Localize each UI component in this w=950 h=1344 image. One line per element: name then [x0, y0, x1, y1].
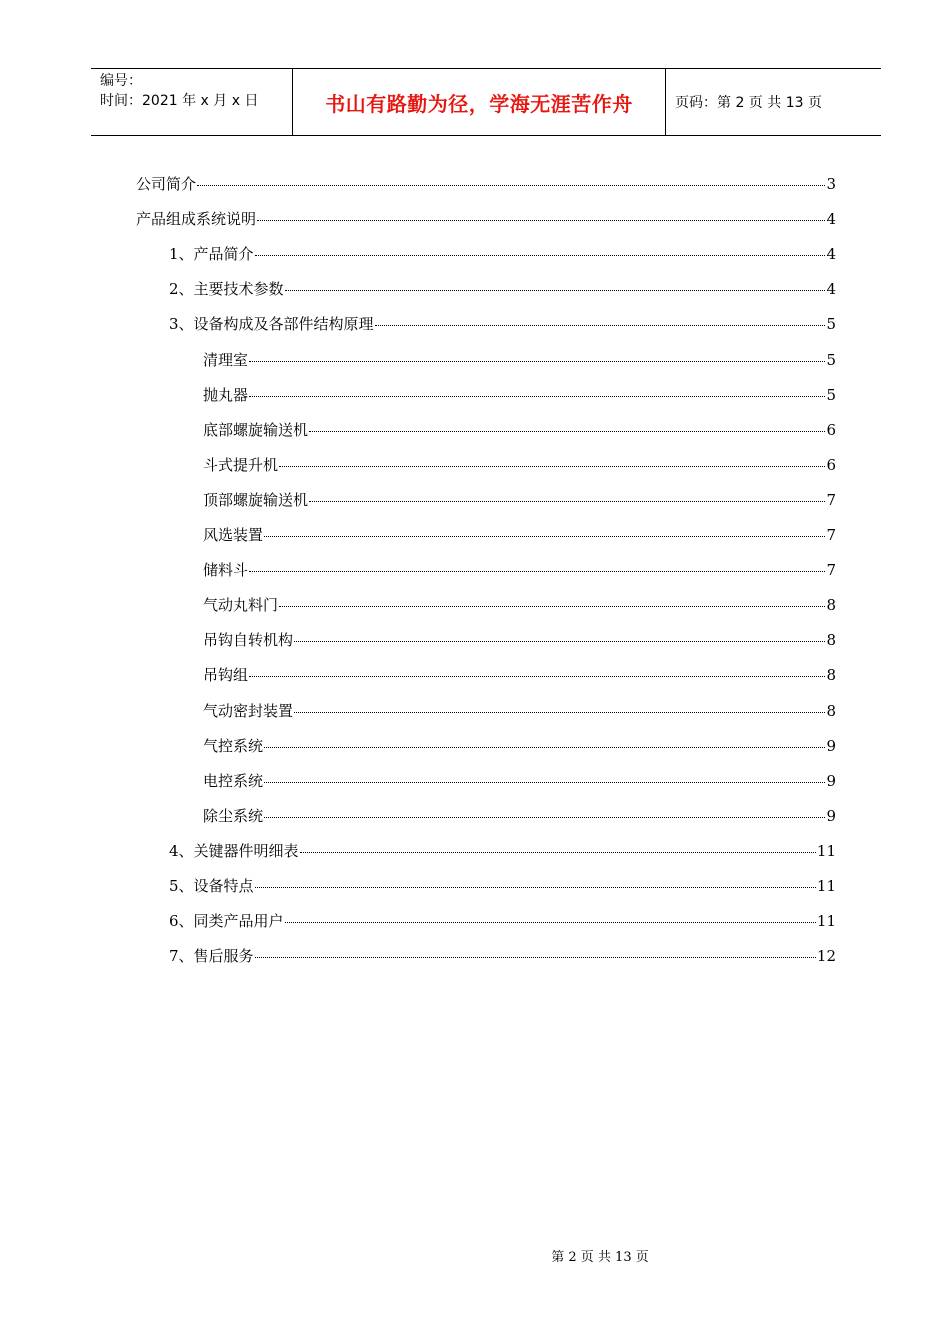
- toc-entry-label: 气控系统: [203, 736, 264, 755]
- document-number-label: 编号：: [100, 73, 142, 89]
- toc-entry-page: 5: [826, 315, 836, 334]
- header-motto: 书山有路勤为径，学海无涯苦作舟: [325, 91, 633, 116]
- toc-entry-label: 产品组成系统说明: [136, 210, 257, 229]
- toc-entry[interactable]: [169, 945, 836, 980]
- toc-entry-page: 5: [826, 350, 836, 369]
- toc-entry[interactable]: [203, 384, 836, 419]
- toc-entry-label: 清理室: [203, 350, 249, 369]
- toc-entry-label: 气动丸料门: [203, 596, 279, 615]
- toc-entry-label: 风选装置: [203, 526, 264, 544]
- header-table: [91, 68, 881, 136]
- toc-entry[interactable]: [203, 594, 836, 629]
- toc-entry-label: 6、同类产品用户: [169, 912, 284, 931]
- toc-entry-page: 8: [826, 701, 836, 720]
- toc-dot-leader: [197, 185, 825, 186]
- toc-entry[interactable]: [136, 208, 836, 243]
- toc-entry[interactable]: [169, 875, 836, 910]
- toc-dot-leader: [300, 852, 816, 853]
- toc-dot-leader: [257, 220, 825, 221]
- toc-dot-leader: [264, 782, 825, 783]
- toc-entry[interactable]: [203, 419, 836, 454]
- toc-dot-leader: [375, 325, 826, 326]
- toc-dot-leader: [249, 396, 825, 397]
- toc-dot-leader: [279, 606, 825, 607]
- toc-dot-leader: [294, 641, 825, 642]
- toc-entry[interactable]: [203, 735, 836, 770]
- toc-dot-leader: [279, 466, 825, 467]
- toc-entry-label: 3、设备构成及各部件结构原理: [169, 315, 374, 334]
- toc-entry-label: 公司简介: [136, 175, 197, 193]
- toc-entry-page: 6: [826, 420, 836, 439]
- toc-dot-leader: [309, 501, 825, 502]
- toc-entry-page: 11: [816, 877, 836, 895]
- toc-entry[interactable]: [203, 454, 836, 489]
- toc-entry-page: 8: [826, 596, 836, 615]
- toc-entry-label: 底部螺旋输送机: [203, 420, 309, 439]
- toc-entry-page: 9: [826, 771, 836, 790]
- toc-entry-label: 电控系统: [203, 771, 264, 790]
- toc-dot-leader: [264, 536, 825, 537]
- toc-dot-leader: [264, 747, 825, 748]
- toc-entry-label: 吊钩自转机构: [203, 631, 294, 650]
- toc-entry-page: 4: [826, 210, 836, 229]
- toc-dot-leader: [285, 290, 826, 291]
- toc-entry-page: 4: [826, 245, 836, 264]
- toc-entry-page: 11: [816, 912, 836, 931]
- toc-entry-page: 8: [826, 666, 836, 685]
- toc-entry[interactable]: [169, 840, 836, 875]
- toc-entry-page: 8: [826, 631, 836, 650]
- toc-entry[interactable]: [203, 349, 836, 384]
- toc-entry-label: 1、产品简介: [169, 245, 254, 264]
- toc-entry-label: 抛丸器: [203, 385, 249, 404]
- toc-entry-page: 6: [826, 455, 836, 474]
- toc-entry[interactable]: [203, 629, 836, 664]
- toc-entry[interactable]: [169, 910, 836, 945]
- toc-dot-leader: [249, 676, 825, 677]
- document-time-label: 时间：2021 年 x 月 x 日: [100, 93, 259, 109]
- header-page-code: 页码：第 2 页 共 13 页: [675, 95, 822, 111]
- toc-entry[interactable]: [203, 524, 836, 559]
- toc-entry-page: 7: [826, 490, 836, 509]
- toc-entry-page: 7: [826, 526, 836, 544]
- toc-entry-label: 5、设备特点: [169, 877, 254, 895]
- toc-entry-label: 除尘系统: [203, 806, 264, 825]
- toc-entry-label: 4、关键器件明细表: [169, 841, 299, 860]
- toc-entry[interactable]: [203, 805, 836, 840]
- toc-entry[interactable]: [203, 489, 836, 524]
- toc-entry-label: 吊钩组: [203, 666, 249, 685]
- toc-dot-leader: [309, 431, 825, 432]
- toc-entry-label: 储料斗: [203, 561, 249, 580]
- toc-entry-page: 4: [826, 280, 836, 299]
- toc-entry-label: 斗式提升机: [203, 455, 279, 474]
- toc-entry-label: 7、售后服务: [169, 947, 254, 966]
- toc-entry-page: 12: [816, 947, 836, 966]
- footer-page-number: 第 2 页 共 13 页: [551, 1250, 649, 1265]
- toc-entry-page: 9: [826, 736, 836, 755]
- toc-entry-page: 3: [826, 175, 836, 193]
- toc-entry-label: 顶部螺旋输送机: [203, 490, 309, 509]
- toc-entry[interactable]: [203, 700, 836, 735]
- toc-entry[interactable]: [169, 243, 836, 278]
- toc-dot-leader: [249, 361, 825, 362]
- toc-entry-label: 2、主要技术参数: [169, 280, 284, 299]
- toc-entry-page: 5: [826, 385, 836, 404]
- toc-entry[interactable]: [203, 770, 836, 805]
- toc-dot-leader: [264, 817, 825, 818]
- header-info-cell: [91, 69, 293, 135]
- toc-dot-leader: [255, 255, 826, 256]
- toc-entry[interactable]: [203, 559, 836, 594]
- toc-dot-leader: [255, 887, 816, 888]
- toc-entry-page: 9: [826, 806, 836, 825]
- toc-entry-label: 气动密封装置: [203, 701, 294, 720]
- toc-dot-leader: [255, 957, 816, 958]
- toc-dot-leader: [249, 571, 825, 572]
- header-motto-cell: [293, 69, 666, 135]
- toc-entry-page: 7: [826, 561, 836, 580]
- header-page-cell: [666, 69, 881, 135]
- toc-dot-leader: [285, 922, 816, 923]
- toc-entry[interactable]: [169, 313, 836, 348]
- toc-entry[interactable]: [169, 278, 836, 313]
- toc-dot-leader: [294, 712, 825, 713]
- page-footer: [0, 1246, 950, 1265]
- toc-entry[interactable]: [136, 173, 836, 208]
- toc-entry[interactable]: [203, 664, 836, 699]
- toc-entry-page: 11: [816, 841, 836, 860]
